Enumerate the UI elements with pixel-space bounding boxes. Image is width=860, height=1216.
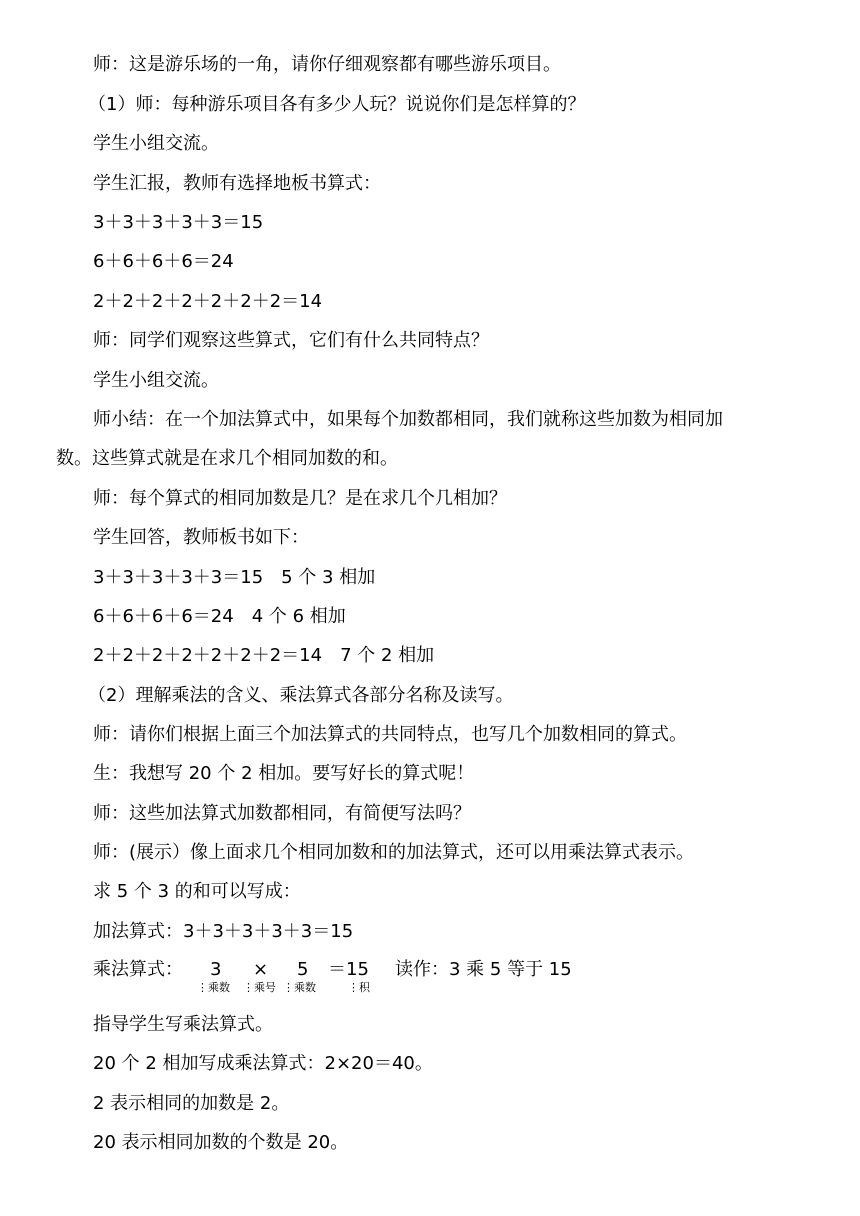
multiply-sign-caption: ⋮乘号 xyxy=(243,981,276,994)
equation-line: 3＋3＋3＋3＋3＝15 xyxy=(93,212,264,233)
reading-text: 读作：3 乘 5 等于 15 xyxy=(395,959,572,980)
paragraph: 学生小组交流。 xyxy=(93,133,219,154)
paragraph: 生：我想写 20 个 2 相加。要写好长的算式呢！ xyxy=(93,763,475,784)
factor-2: 5 xyxy=(297,959,309,980)
paragraph: 师：(展示）像上面求几个相同加数和的加法算式，还可以用乘法算式表示。 xyxy=(93,842,695,863)
equation-line: 3＋3＋3＋3＋3＝15 5 个 3 相加 xyxy=(93,567,376,588)
paragraph: 师：这些加法算式加数都相同，有简便写法吗？ xyxy=(93,803,471,824)
paragraph: 学生小组交流。 xyxy=(93,370,219,391)
multiplication-label: 乘法算式： xyxy=(93,959,183,980)
multiply-sign: × xyxy=(253,959,269,980)
factor-2-caption: ⋮乘数 xyxy=(283,981,316,994)
paragraph: 学生汇报，教师有选择地板书算式： xyxy=(93,173,381,194)
equals-product: ＝15 xyxy=(328,959,369,980)
paragraph: 20 个 2 相加写成乘法算式：2×20＝40。 xyxy=(93,1053,433,1074)
factor-1-caption: ⋮乘数 xyxy=(197,981,230,994)
factor-1: 3 xyxy=(210,959,222,980)
paragraph: 师：这是游乐场的一角，请你仔细观察都有哪些游乐项目。 xyxy=(93,54,561,75)
paragraph: 师小结：在一个加法算式中，如果每个加数都相同，我们就称这些加数为相同加 xyxy=(93,409,723,430)
equation-line: 6＋6＋6＋6＝24 xyxy=(93,251,234,272)
multiplication-equation xyxy=(93,958,693,1002)
paragraph: 师：请你们根据上面三个加法算式的共同特点，也写几个加数相同的算式。 xyxy=(93,724,687,745)
paragraph: 师：同学们观察这些算式，它们有什么共同特点？ xyxy=(93,330,489,351)
equation-line: 2＋2＋2＋2＋2＋2＋2＝14 xyxy=(93,291,323,312)
equation-line: 6＋6＋6＋6＝24 4 个 6 相加 xyxy=(93,606,346,627)
product-caption: ⋮积 xyxy=(348,981,370,994)
section-heading: （2）理解乘法的含义、乘法算式各部分名称及读写。 xyxy=(88,685,514,706)
paragraph: 2 表示相同的加数是 2。 xyxy=(93,1093,290,1114)
paragraph-continuation: 数。这些算式就是在求几个相同加数的和。 xyxy=(56,448,398,469)
paragraph: （1）师：每种游乐项目各有多少人玩？说说你们是怎样算的？ xyxy=(88,94,586,115)
equation-line: 2＋2＋2＋2＋2＋2＋2＝14 7 个 2 相加 xyxy=(93,645,435,666)
equation-line: 加法算式：3＋3＋3＋3＋3＝15 xyxy=(93,921,354,942)
paragraph: 20 表示相同加数的个数是 20。 xyxy=(93,1132,349,1153)
paragraph: 师：每个算式的相同加数是几？是在求几个几相加？ xyxy=(93,488,507,509)
paragraph: 学生回答，教师板书如下： xyxy=(93,527,309,548)
paragraph: 求 5 个 3 的和可以写成： xyxy=(93,881,301,902)
paragraph: 指导学生写乘法算式。 xyxy=(93,1014,273,1035)
